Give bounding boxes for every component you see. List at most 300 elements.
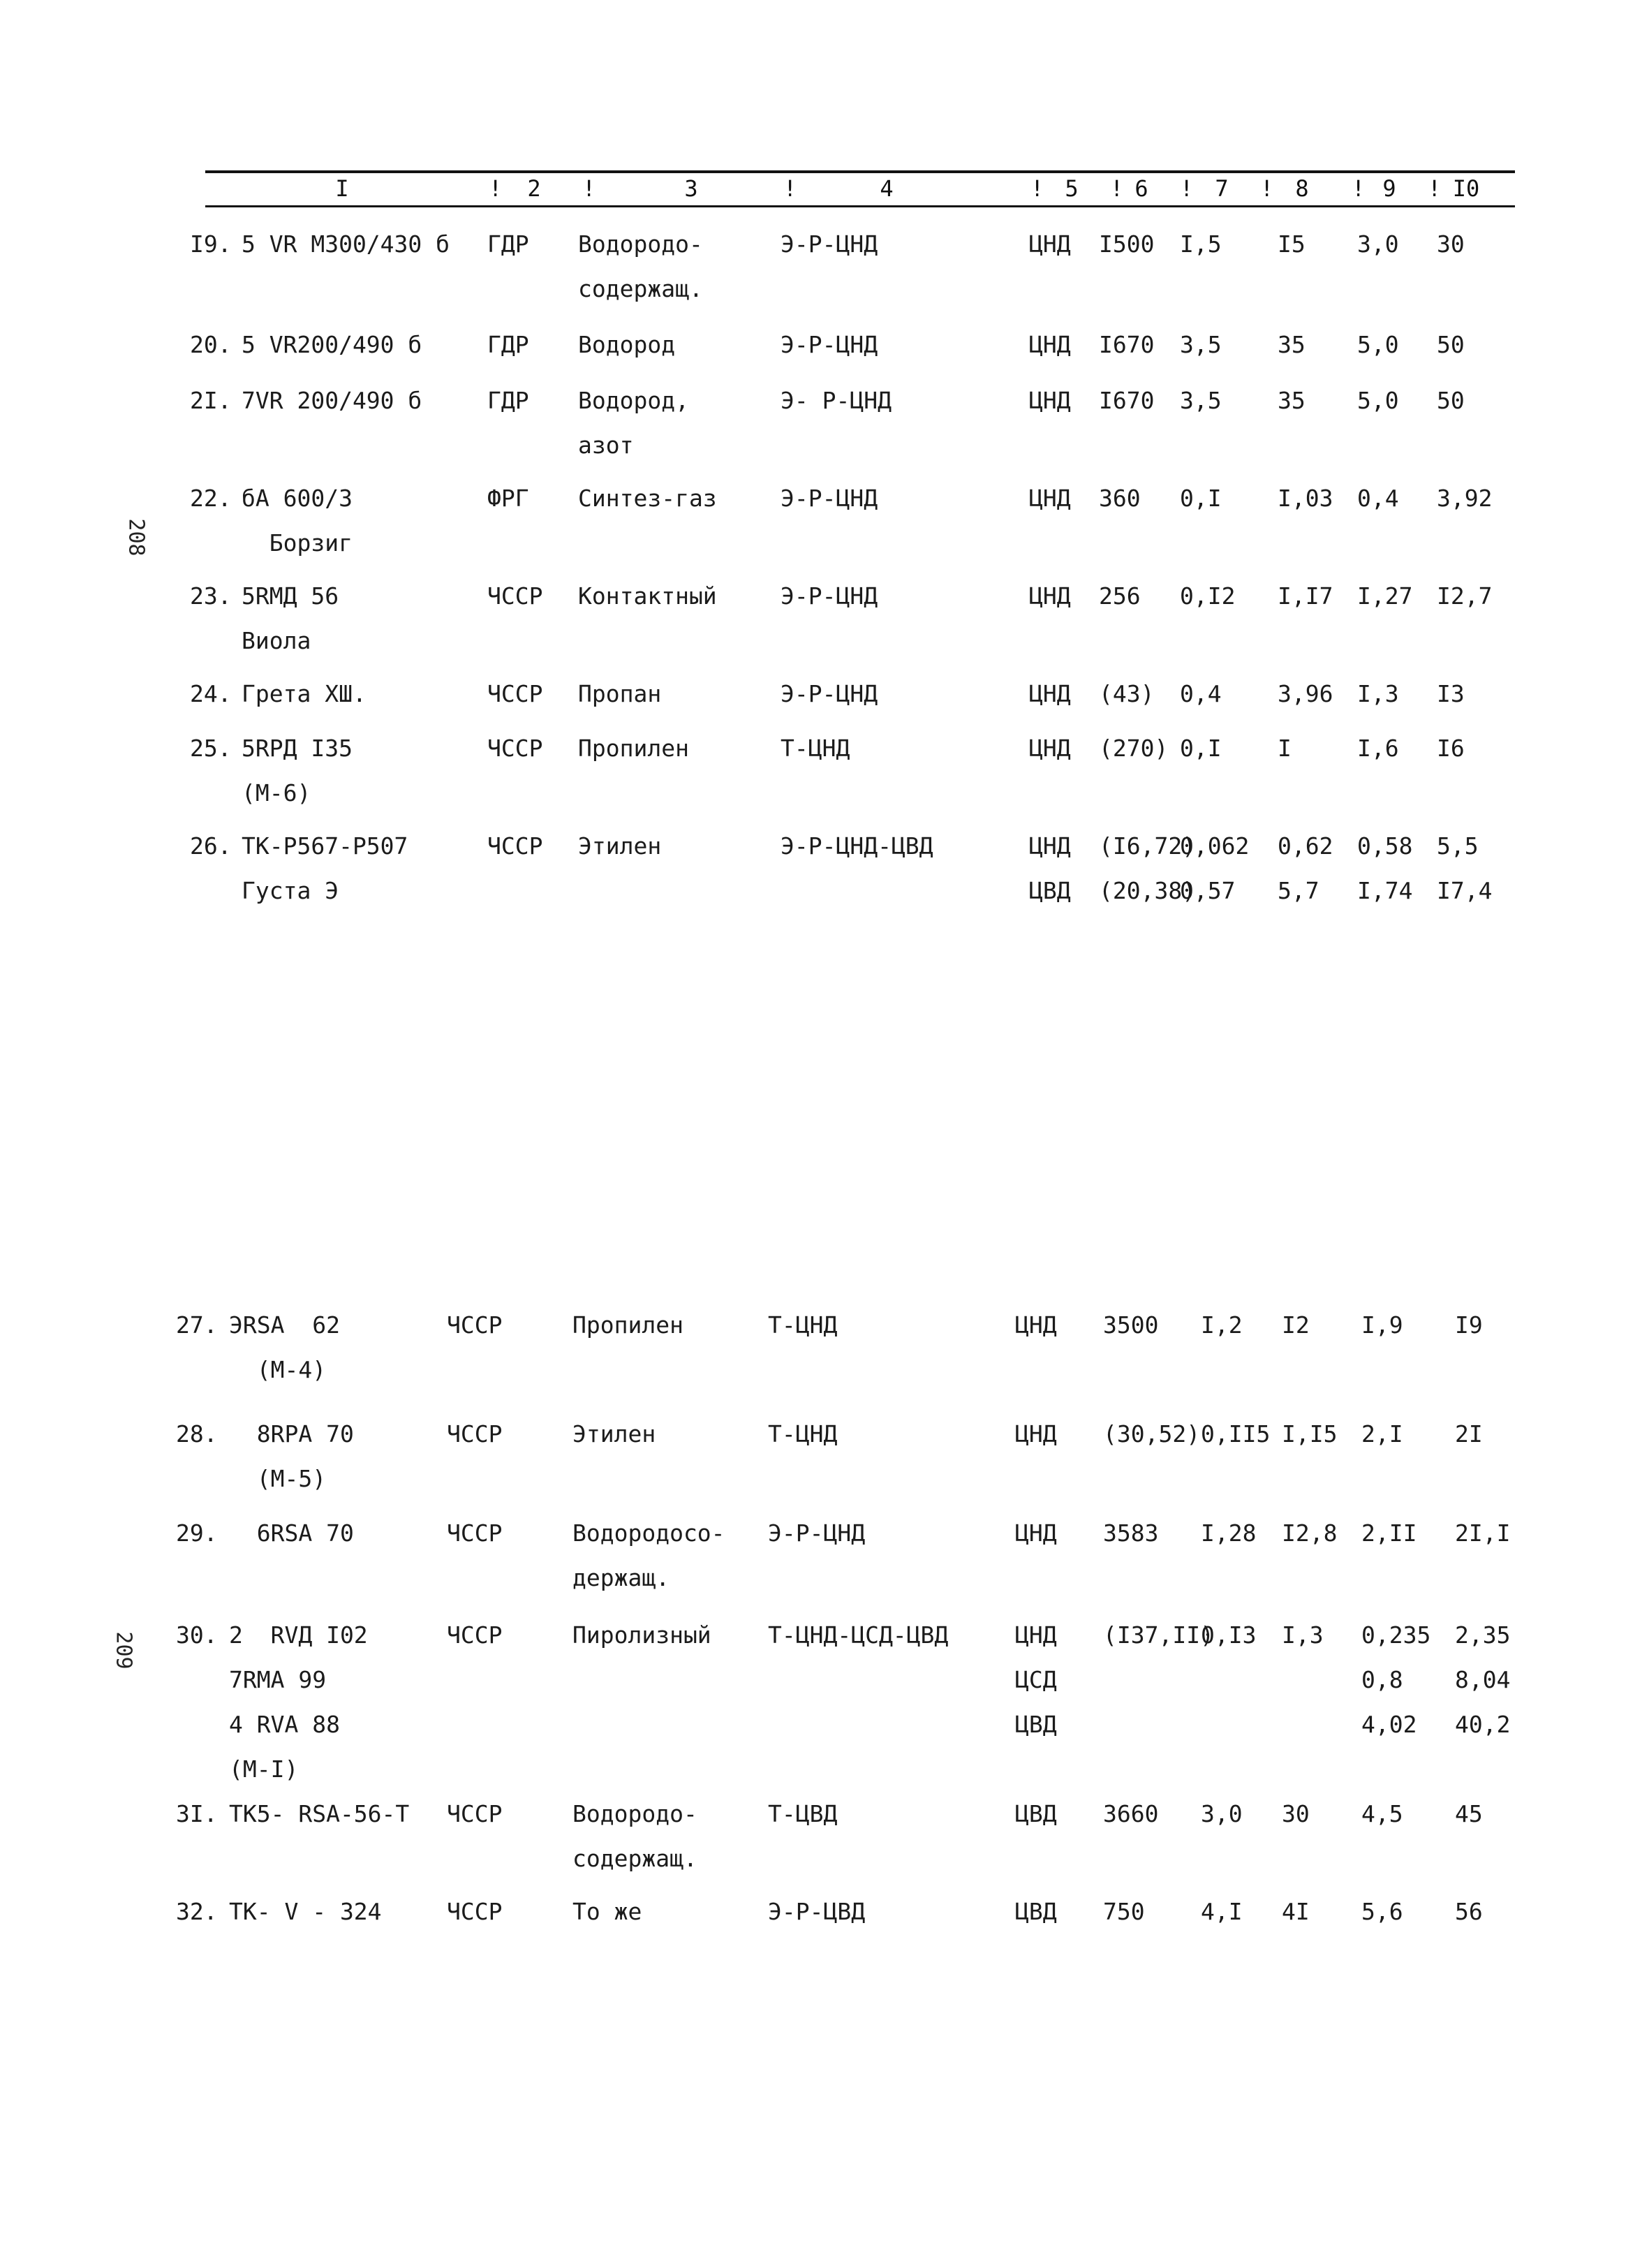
- cell-scheme: [768, 1613, 948, 1658]
- cell-line: ЧССР: [487, 832, 543, 860]
- cell-line: 0,4: [1357, 485, 1399, 512]
- cell-c7: [1201, 1613, 1256, 1658]
- cell-c7: [1201, 1890, 1243, 1934]
- cell-c8: [1282, 1613, 1324, 1658]
- cell-line: (M-6): [242, 779, 311, 807]
- cell-line: 2I: [1455, 1420, 1483, 1448]
- cell-line: 5 VR200/490 б: [242, 331, 422, 358]
- cell-line: ЦНД: [1029, 331, 1071, 358]
- cell-line: I,I5: [1282, 1420, 1338, 1448]
- cell-c7: [1201, 1303, 1243, 1348]
- cell-line: 2,I: [1361, 1420, 1403, 1448]
- cell-line: I,6: [1357, 735, 1399, 762]
- cell-c9: [1357, 222, 1399, 267]
- cell-line: 0,I: [1180, 735, 1222, 762]
- cell-scheme: [768, 1303, 837, 1348]
- cell-name: [229, 1303, 340, 1392]
- cell-line: 3,92: [1437, 485, 1493, 512]
- cell-country: [487, 574, 542, 619]
- cell-line: I,27: [1357, 582, 1413, 610]
- cell-line: ЦНД: [1015, 1621, 1057, 1649]
- cell-c8: [1282, 1890, 1310, 1934]
- cell-c9: [1357, 824, 1412, 913]
- cell-line: 0,58: [1357, 832, 1413, 860]
- cell-line: 3,0: [1201, 1800, 1243, 1827]
- cell-line: 8,04: [1455, 1666, 1511, 1693]
- cell-c7: [1180, 824, 1249, 913]
- cell-line: 5,0: [1357, 387, 1399, 414]
- cell-line: 2,35: [1455, 1621, 1511, 1649]
- cell-country: [447, 1613, 502, 1658]
- cell-line: Густа Э: [242, 877, 339, 904]
- cell-c5: [1015, 1412, 1057, 1457]
- cell-c5: [1015, 1303, 1057, 1348]
- cell-scheme: [781, 222, 878, 267]
- cell-line: (M-4): [229, 1356, 327, 1383]
- cell-gas: [572, 1412, 656, 1457]
- cell-line: Борзиг: [242, 529, 353, 557]
- cell-line: То же: [572, 1898, 642, 1925]
- cell-c10: [1455, 1511, 1510, 1556]
- cell-country: [487, 726, 542, 771]
- cell-scheme: [781, 672, 878, 716]
- cell-line: 2,II: [1361, 1519, 1417, 1547]
- cell-gas: [572, 1792, 697, 1881]
- cell-n: [190, 726, 232, 771]
- cell-line: Т-ЦВД: [768, 1800, 838, 1827]
- cell-n: [176, 1303, 218, 1348]
- cell-n: [176, 1412, 218, 1457]
- cell-name: [229, 1890, 382, 1934]
- cell-line: 32.: [176, 1898, 218, 1925]
- cell-n: [176, 1792, 218, 1836]
- cell-line: 3660: [1103, 1800, 1159, 1827]
- cell-c9: [1361, 1412, 1403, 1457]
- cell-line: I3: [1437, 680, 1465, 707]
- cell-c10: [1437, 824, 1492, 913]
- cell-line: содержащ.: [572, 1845, 697, 1872]
- cell-line: содержащ.: [578, 275, 703, 302]
- cell-line: 56: [1455, 1898, 1483, 1925]
- cell-c9: [1357, 476, 1399, 521]
- cell-scheme: [781, 824, 933, 869]
- cell-line: 256: [1099, 582, 1141, 610]
- header-col-5: 5: [1065, 175, 1079, 202]
- cell-line: ГДР: [487, 331, 529, 358]
- cell-line: 5RМД 56: [242, 582, 339, 610]
- cell-n: [190, 323, 232, 367]
- header-col-10: I0: [1452, 175, 1480, 202]
- cell-line: 3583: [1103, 1519, 1159, 1547]
- cell-scheme: [781, 726, 850, 771]
- cell-scheme: [781, 323, 878, 367]
- cell-line: 30: [1437, 230, 1465, 258]
- cell-c7: [1180, 726, 1222, 771]
- cell-line: 45: [1455, 1800, 1483, 1827]
- cell-line: ГДР: [487, 387, 529, 414]
- cell-line: ЧССР: [447, 1621, 503, 1649]
- cell-c6: [1099, 476, 1141, 521]
- cell-line: ЧССР: [447, 1898, 503, 1925]
- cell-c10: [1455, 1412, 1483, 1457]
- header-separator: !: [1180, 175, 1194, 202]
- cell-c9: [1361, 1792, 1403, 1836]
- cell-gas: [578, 222, 703, 311]
- cell-line: бA 600/3: [242, 485, 353, 512]
- cell-line: 5RРД I35: [242, 735, 353, 762]
- cell-line: 3500: [1103, 1311, 1159, 1339]
- cell-line: 0,8: [1361, 1666, 1403, 1693]
- cell-line: ЦВД: [1015, 1800, 1057, 1827]
- cell-line: 30: [1282, 1800, 1310, 1827]
- cell-n: [190, 672, 232, 716]
- cell-n: [190, 574, 232, 619]
- cell-line: 35: [1278, 387, 1306, 414]
- cell-line: Синтез-газ: [578, 485, 717, 512]
- cell-line: I670: [1099, 387, 1155, 414]
- cell-line: Э-Р-ЦНД: [781, 582, 878, 610]
- cell-c6: [1099, 672, 1154, 716]
- cell-c9: [1357, 574, 1412, 619]
- cell-line: 3,0: [1357, 230, 1399, 258]
- header-separator: !: [1110, 175, 1124, 202]
- cell-line: 0,235: [1361, 1621, 1431, 1649]
- cell-line: I6: [1437, 735, 1465, 762]
- cell-line: ТК-Р567-Р507: [242, 832, 408, 860]
- cell-c5: [1029, 222, 1071, 267]
- cell-c6: [1103, 1412, 1200, 1457]
- cell-country: [447, 1412, 502, 1457]
- cell-line: (I6,72): [1099, 832, 1197, 860]
- cell-c7: [1180, 323, 1222, 367]
- cell-line: 29.: [176, 1519, 218, 1547]
- cell-line: 25.: [190, 735, 232, 762]
- cell-line: Э-Р-ЦНД: [781, 680, 878, 707]
- cell-c5: [1029, 323, 1071, 367]
- cell-c7: [1180, 222, 1222, 267]
- cell-line: ЦНД: [1029, 230, 1071, 258]
- cell-line: Э-Р-ЦНД: [781, 230, 878, 258]
- cell-line: держащ.: [572, 1564, 670, 1591]
- cell-line: Грета XШ.: [242, 680, 367, 707]
- cell-n: [190, 476, 232, 521]
- cell-gas: [578, 378, 689, 468]
- cell-line: Пропан: [578, 680, 662, 707]
- cell-c8: [1278, 323, 1306, 367]
- cell-c5: [1029, 476, 1071, 521]
- cell-line: I5: [1278, 230, 1306, 258]
- cell-line: 23.: [190, 582, 232, 610]
- cell-n: [190, 824, 232, 869]
- cell-c5: [1029, 726, 1071, 771]
- cell-c8: [1278, 378, 1306, 423]
- cell-line: ЦНД: [1029, 387, 1071, 414]
- cell-line: 5 VR M300/430 б: [242, 230, 450, 258]
- cell-line: ЦНД: [1015, 1519, 1057, 1547]
- cell-line: 5,5: [1437, 832, 1479, 860]
- cell-name: [242, 323, 422, 367]
- header-col-4: 4: [880, 175, 894, 202]
- cell-line: Водород,: [578, 387, 689, 414]
- cell-line: ЦНД: [1029, 680, 1071, 707]
- cell-line: 3,5: [1180, 387, 1222, 414]
- cell-name: [242, 222, 450, 267]
- cell-c9: [1357, 378, 1399, 423]
- cell-line: 0,I: [1180, 485, 1222, 512]
- cell-line: ЦНД: [1015, 1311, 1057, 1339]
- cell-c9: [1357, 672, 1399, 716]
- cell-c9: [1357, 726, 1399, 771]
- cell-name: [229, 1792, 409, 1836]
- cell-line: ТК- V - 324: [229, 1898, 382, 1925]
- cell-line: ЧССР: [487, 680, 543, 707]
- cell-c10: [1437, 476, 1492, 521]
- cell-line: Т-ЦНД: [768, 1420, 838, 1448]
- cell-name: [242, 476, 353, 566]
- cell-country: [487, 323, 529, 367]
- cell-line: I,I7: [1278, 582, 1333, 610]
- cell-line: 0,II5: [1201, 1420, 1271, 1448]
- cell-line: 20.: [190, 331, 232, 358]
- cell-c9: [1361, 1511, 1417, 1556]
- cell-line: 0,4: [1180, 680, 1222, 707]
- cell-line: ГДР: [487, 230, 529, 258]
- cell-c10: [1437, 726, 1465, 771]
- cell-c6: [1103, 1613, 1214, 1658]
- cell-line: ТК5- RSA-56-Т: [229, 1800, 410, 1827]
- cell-line: Водородо-: [572, 1800, 697, 1827]
- header-separator: !: [582, 175, 596, 202]
- cell-line: 3,96: [1278, 680, 1333, 707]
- cell-name: [242, 574, 339, 663]
- cell-line: (270): [1099, 735, 1169, 762]
- cell-line: I,3: [1282, 1621, 1324, 1649]
- cell-c9: [1361, 1303, 1403, 1348]
- header-separator: !: [1030, 175, 1044, 202]
- cell-c5: [1015, 1792, 1057, 1836]
- cell-c7: [1201, 1511, 1256, 1556]
- cell-line: азот: [578, 432, 634, 459]
- cell-line: I670: [1099, 331, 1155, 358]
- cell-c6: [1099, 726, 1168, 771]
- cell-c5: [1029, 824, 1071, 913]
- cell-n: [190, 222, 232, 267]
- cell-line: ЧССР: [447, 1420, 503, 1448]
- cell-line: 4,I: [1201, 1898, 1243, 1925]
- cell-line: Водород: [578, 331, 676, 358]
- cell-c10: [1437, 378, 1465, 423]
- cell-line: ЧССР: [447, 1800, 503, 1827]
- cell-line: 5,7: [1278, 877, 1319, 904]
- cell-line: I,9: [1361, 1311, 1403, 1339]
- cell-line: Т-ЦНД: [768, 1311, 838, 1339]
- cell-line: 26.: [190, 832, 232, 860]
- cell-line: ФРГ: [487, 485, 529, 512]
- cell-line: 6RSA 70: [229, 1519, 354, 1547]
- cell-gas: [578, 726, 689, 771]
- cell-line: 27.: [176, 1311, 218, 1339]
- cell-c10: [1437, 323, 1465, 367]
- cell-line: (I37,II): [1103, 1621, 1214, 1649]
- cell-line: ЧССР: [487, 582, 543, 610]
- cell-c6: [1099, 378, 1154, 423]
- cell-line: Э-Р-ЦНД: [781, 485, 878, 512]
- cell-c7: [1201, 1792, 1243, 1836]
- cell-c6: [1099, 323, 1154, 367]
- cell-country: [487, 476, 529, 521]
- cell-c6: [1099, 574, 1141, 619]
- cell-gas: [572, 1303, 683, 1348]
- cell-line: ЦНД: [1029, 485, 1071, 512]
- header-bottom-rule: [205, 205, 1515, 207]
- cell-line: I: [1278, 735, 1292, 762]
- cell-name: [229, 1613, 368, 1792]
- cell-line: ЦНД: [1029, 735, 1071, 762]
- cell-gas: [578, 824, 661, 869]
- cell-line: I9: [1455, 1311, 1483, 1339]
- cell-scheme: [781, 476, 878, 521]
- cell-c8: [1282, 1792, 1310, 1836]
- cell-line: 4I: [1282, 1898, 1310, 1925]
- cell-line: 50: [1437, 331, 1465, 358]
- cell-line: 28.: [176, 1420, 218, 1448]
- cell-line: (20,38): [1099, 877, 1197, 904]
- cell-line: Т-ЦНД: [781, 735, 850, 762]
- cell-line: I2,8: [1282, 1519, 1338, 1547]
- cell-line: ЦНД: [1029, 582, 1071, 610]
- cell-c9: [1357, 323, 1399, 367]
- cell-line: Пиролизный: [572, 1621, 711, 1649]
- cell-line: 4 RVA 88: [229, 1711, 340, 1738]
- cell-c8: [1282, 1412, 1337, 1457]
- cell-n: [176, 1613, 218, 1658]
- cell-c8: [1278, 476, 1333, 521]
- cell-line: 2I.: [190, 387, 232, 414]
- header-col-1: I: [335, 175, 349, 202]
- cell-line: Т-ЦНД-ЦСД-ЦВД: [768, 1621, 949, 1649]
- cell-name: [242, 378, 422, 423]
- cell-c8: [1282, 1511, 1337, 1556]
- cell-line: 24.: [190, 680, 232, 707]
- cell-line: ЧССР: [447, 1519, 503, 1547]
- cell-line: 5,6: [1361, 1898, 1403, 1925]
- cell-c6: [1103, 1792, 1158, 1836]
- header-col-7: 7: [1215, 175, 1229, 202]
- cell-line: Виола: [242, 627, 311, 654]
- cell-line: Э- Р-ЦНД: [781, 387, 892, 414]
- cell-gas: [572, 1613, 711, 1658]
- cell-name: [229, 1511, 354, 1556]
- cell-c6: [1103, 1890, 1145, 1934]
- cell-line: Контактный: [578, 582, 717, 610]
- cell-line: 2 RVД I02: [229, 1621, 368, 1649]
- cell-gas: [572, 1511, 725, 1600]
- cell-line: Этилен: [572, 1420, 656, 1448]
- cell-c5: [1029, 672, 1071, 716]
- cell-name: [242, 672, 367, 716]
- header-separator: !: [1260, 175, 1274, 202]
- cell-line: Этилен: [578, 832, 662, 860]
- cell-n: [176, 1511, 218, 1556]
- cell-line: Э-Р-ЦНД: [768, 1519, 866, 1547]
- cell-line: ЧССР: [447, 1311, 503, 1339]
- cell-line: 22.: [190, 485, 232, 512]
- cell-c8: [1278, 222, 1306, 267]
- cell-c6: [1099, 222, 1154, 267]
- cell-line: ЦВД: [1029, 877, 1071, 904]
- cell-country: [487, 824, 542, 869]
- cell-line: 7VR 200/490 б: [242, 387, 422, 414]
- header-col-3: 3: [684, 175, 698, 202]
- cell-country: [487, 222, 529, 267]
- cell-line: (M-5): [229, 1465, 327, 1492]
- cell-country: [447, 1303, 502, 1348]
- cell-scheme: [768, 1412, 837, 1457]
- cell-country: [447, 1890, 502, 1934]
- cell-line: Водородосо-: [572, 1519, 725, 1547]
- cell-c5: [1015, 1890, 1057, 1934]
- cell-scheme: [768, 1511, 865, 1556]
- cell-c6: [1103, 1303, 1158, 1348]
- page-number-bottom: 209: [111, 1631, 136, 1670]
- cell-line: 2I,I: [1455, 1519, 1511, 1547]
- cell-scheme: [768, 1890, 865, 1934]
- cell-country: [487, 672, 542, 716]
- cell-line: I2,7: [1437, 582, 1493, 610]
- cell-line: 8RPA 70: [229, 1420, 354, 1448]
- cell-c7: [1180, 574, 1235, 619]
- cell-c10: [1455, 1890, 1483, 1934]
- cell-line: Э-Р-ЦВД: [768, 1898, 866, 1925]
- cell-line: ЦВД: [1015, 1711, 1057, 1738]
- cell-line: ЦНД: [1015, 1420, 1057, 1448]
- header-col-2: 2: [527, 175, 541, 202]
- cell-c10: [1455, 1792, 1483, 1836]
- cell-line: 0,062: [1180, 832, 1250, 860]
- cell-country: [447, 1792, 502, 1836]
- cell-line: 0,I3: [1201, 1621, 1257, 1649]
- cell-line: (43): [1099, 680, 1155, 707]
- cell-line: I,74: [1357, 877, 1413, 904]
- cell-c8: [1278, 726, 1292, 771]
- cell-line: ЦСД: [1015, 1666, 1057, 1693]
- cell-c6: [1103, 1511, 1158, 1556]
- cell-line: I,5: [1180, 230, 1222, 258]
- cell-c8: [1278, 824, 1333, 913]
- cell-line: I,2: [1201, 1311, 1243, 1339]
- header-col-6: 6: [1134, 175, 1148, 202]
- cell-c9: [1361, 1613, 1430, 1747]
- header-top-rule: [205, 170, 1515, 173]
- cell-line: Э-Р-ЦНД: [781, 331, 878, 358]
- cell-c8: [1278, 672, 1333, 716]
- cell-scheme: [781, 378, 892, 423]
- cell-line: 35: [1278, 331, 1306, 358]
- cell-line: 4,02: [1361, 1711, 1417, 1738]
- cell-line: 360: [1099, 485, 1141, 512]
- header-separator: !: [1428, 175, 1442, 202]
- cell-line: 0,62: [1278, 832, 1333, 860]
- cell-c5: [1029, 378, 1071, 423]
- cell-line: 5,0: [1357, 331, 1399, 358]
- cell-line: ЭRSA 62: [229, 1311, 340, 1339]
- header-col-9: 9: [1382, 175, 1396, 202]
- cell-gas: [578, 574, 717, 619]
- cell-country: [487, 378, 529, 423]
- cell-line: I,03: [1278, 485, 1333, 512]
- cell-line: ЦВД: [1015, 1898, 1057, 1925]
- cell-line: (30,52): [1103, 1420, 1201, 1448]
